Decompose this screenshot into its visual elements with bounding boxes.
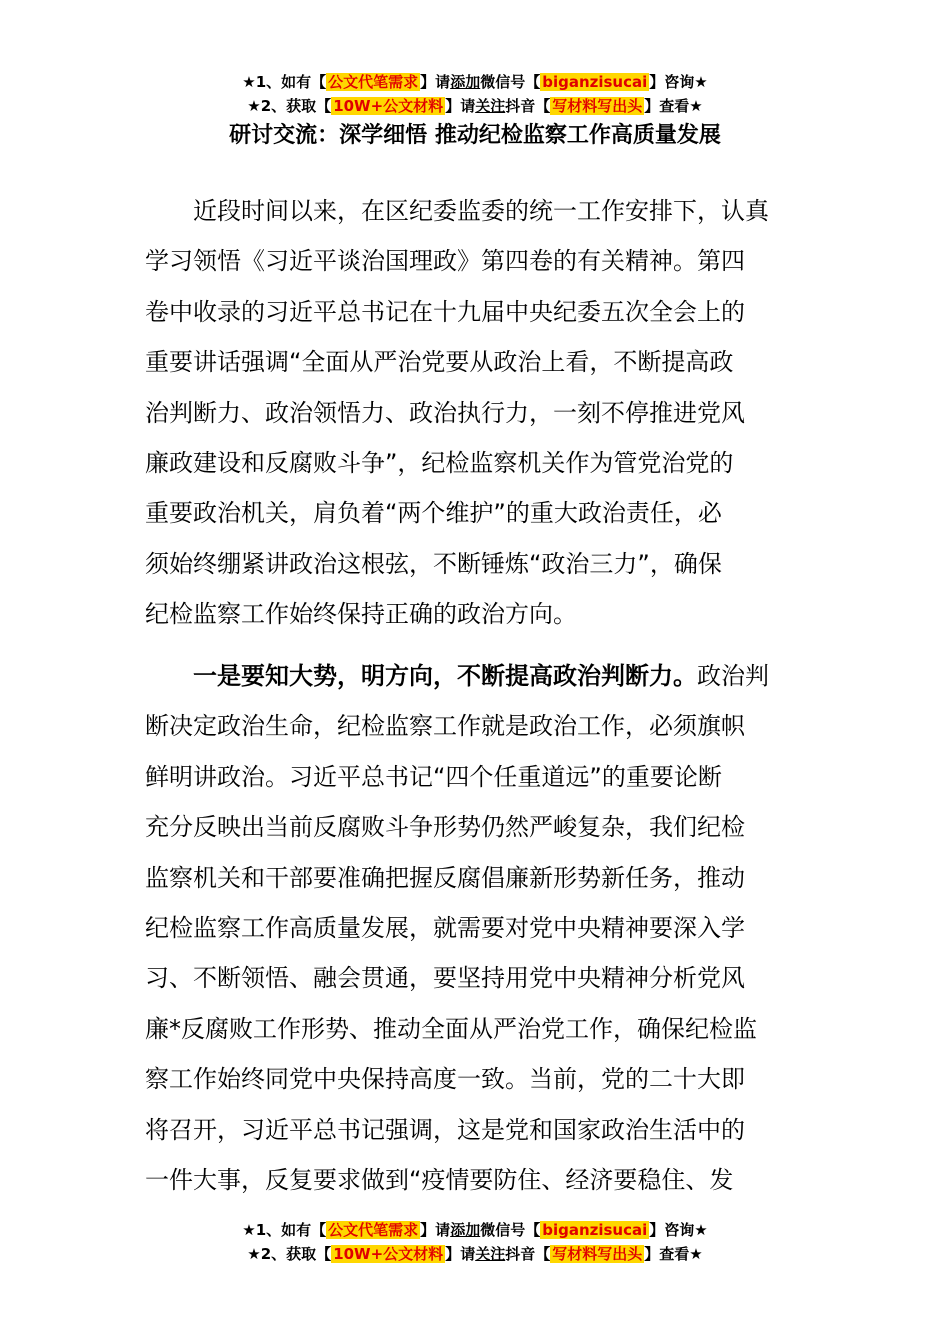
banner-highlight-materials: 10W+公文材料 xyxy=(333,1245,444,1263)
banner-highlight-service: 公文代笔需求 xyxy=(328,1221,419,1239)
text-line: 习、不断领悟、融会贯通，要坚持用党中央精神分析党风 xyxy=(145,964,745,993)
document-title: 研讨交流：深学细悟 推动纪检监察工作高质量发展 xyxy=(229,123,721,148)
text-line: 学习领悟《习近平谈治国理政》第四卷的有关精神。第四 xyxy=(145,247,745,276)
banner-highlight-service: 公文代笔需求 xyxy=(328,73,419,91)
text-line: 治判断力、政治领悟力、政治执行力，一刻不停推进党风 xyxy=(145,398,745,427)
bottom-banner xyxy=(0,1218,950,1266)
text-line: 廉政建设和反腐败斗争”，纪检监察机关作为管党治党的 xyxy=(145,448,734,477)
banner-highlight-wechat: biganzisucai xyxy=(542,1221,648,1239)
text-line: 纪检监察工作始终保持正确的政治方向。 xyxy=(145,600,577,629)
text-line: 监察机关和干部要准确把握反腐倡廉新形势新任务，推动 xyxy=(145,863,745,892)
text-line: 一是要知大势，明方向，不断提高政治判断力。政治判 xyxy=(193,662,769,690)
text-line: 廉*反腐败工作形势、推动全面从严治党工作，确保纪检监 xyxy=(145,1014,757,1043)
banner-line-2: ★2、获取【 10W+公文材料 】请关注抖音【 写材料写出头 】查看★ xyxy=(247,97,703,115)
text-line: 纪检监察工作高质量发展，就需要对党中央精神要深入学 xyxy=(145,913,745,942)
top-banner xyxy=(0,70,950,118)
banner-line-1: ★1、如有【 公文代笔需求 】请添加微信号【 biganzisucai 】咨询★ xyxy=(242,73,708,91)
banner-highlight-materials: 10W+公文材料 xyxy=(333,97,444,115)
text-line: 将召开，习近平总书记强调，这是党和国家政治生活中的 xyxy=(145,1115,745,1144)
text-line: 断决定政治生命，纪检监察工作就是政治工作，必须旗帜 xyxy=(145,712,745,741)
text-line: 重要政治机关，肩负着“两个维护”的重大政治责任，必 xyxy=(145,499,722,528)
banner-line-2: ★2、获取【 10W+公文材料 】请关注抖音【 写材料写出头 】查看★ xyxy=(247,1245,703,1263)
banner-highlight-douyin: 写材料写出头 xyxy=(552,1245,643,1263)
section-heading: 一是要知大势，明方向，不断提高政治判断力。 xyxy=(193,662,697,690)
text-line: 重要讲话强调“全面从严治党要从政治上看，不断提高政 xyxy=(145,348,734,377)
paragraph-1 xyxy=(145,186,807,640)
banner-highlight-douyin: 写材料写出头 xyxy=(552,97,643,115)
paragraph-2 xyxy=(145,651,807,1205)
text-line: 须始终绷紧讲政治这根弦，不断锤炼“政治三力”，确保 xyxy=(145,549,722,578)
text-line: 充分反映出当前反腐败斗争形势仍然严峻复杂，我们纪检 xyxy=(145,813,745,842)
banner-line-1: ★1、如有【 公文代笔需求 】请添加微信号【 biganzisucai 】咨询★ xyxy=(242,1221,708,1239)
text-line: 察工作始终同党中央保持高度一致。当前，党的二十大即 xyxy=(145,1065,745,1094)
text-line: 鲜明讲政治。习近平总书记“四个任重道远”的重要论断 xyxy=(145,762,722,791)
text-line: 近段时间以来，在区纪委监委的统一工作安排下，认真 xyxy=(193,197,769,225)
text-line: 卷中收录的习近平总书记在十九届中央纪委五次全会上的 xyxy=(145,297,745,326)
text-line: 一件大事，反复要求做到“疫情要防住、经济要稳住、发 xyxy=(145,1165,734,1194)
banner-highlight-wechat: biganzisucai xyxy=(542,73,648,91)
